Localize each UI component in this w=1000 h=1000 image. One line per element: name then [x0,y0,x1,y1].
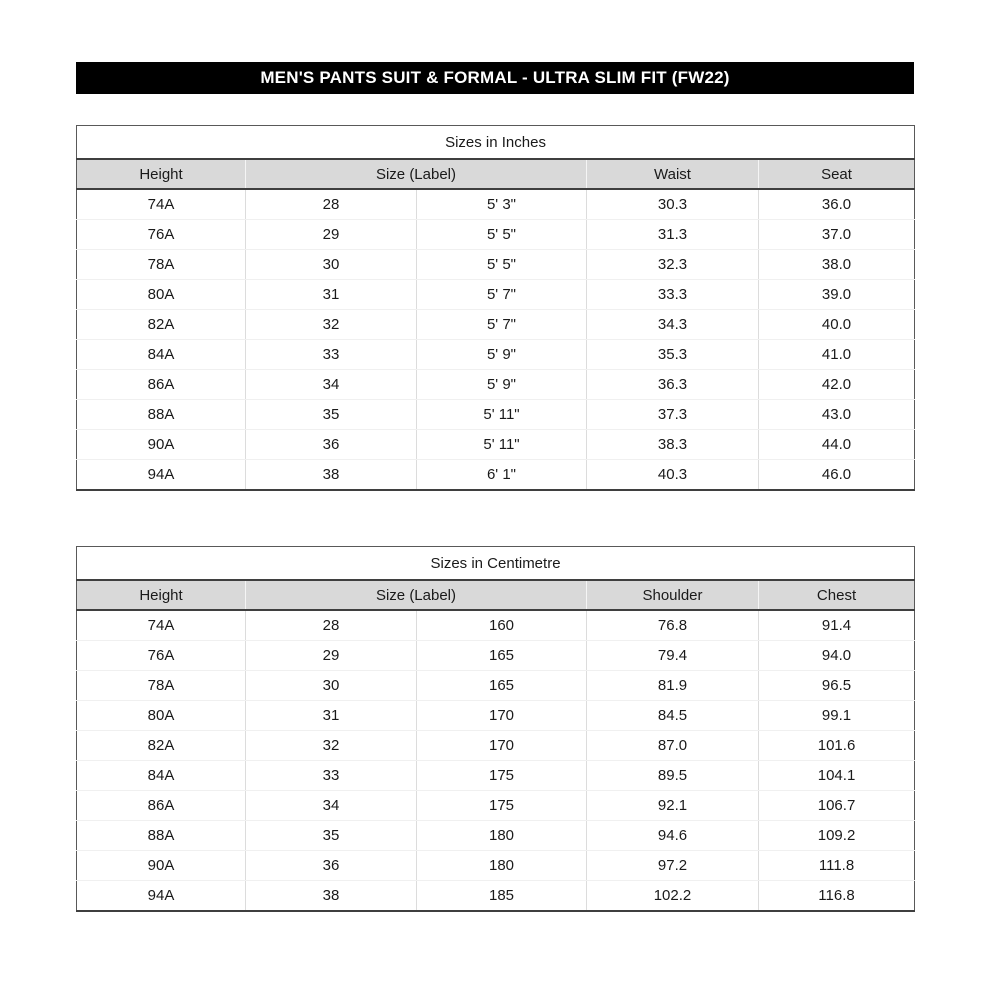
table-cell: 99.1 [759,701,915,731]
table-cell: 34 [246,791,417,821]
column-header-chest: Chest [759,580,915,610]
table-cell: 78A [77,671,246,701]
table-cell: 165 [417,641,587,671]
table-cell: 41.0 [759,340,915,370]
table-cell: 30 [246,250,417,280]
table-cell: 5' 9" [417,340,587,370]
table-cell: 34 [246,370,417,400]
chart-title: MEN'S PANTS SUIT & FORMAL - ULTRA SLIM FIT (FW22) [260,68,730,87]
table-row [77,280,915,310]
column-header-shoulder: Shoulder [587,580,759,610]
table-cell: 185 [417,881,587,912]
table-cell: 76A [77,641,246,671]
table-cell: 29 [246,641,417,671]
table-cell: 30 [246,671,417,701]
table-row [77,430,915,460]
table-cell: 28 [246,189,417,220]
table-cell: 89.5 [587,761,759,791]
column-header-waist: Waist [587,159,759,189]
table-cell: 42.0 [759,370,915,400]
table-cell: 76A [77,220,246,250]
table-cell: 5' 5" [417,250,587,280]
table-cell: 84A [77,340,246,370]
table-cell: 78A [77,250,246,280]
table-row [77,821,915,851]
table-cell: 180 [417,821,587,851]
table-cell: 81.9 [587,671,759,701]
table-cell: 29 [246,220,417,250]
table-cell: 94A [77,881,246,912]
table-cell: 35.3 [587,340,759,370]
column-header-seat: Seat [759,159,915,189]
table-row [77,220,915,250]
table-cell: 160 [417,610,587,641]
table-row [77,791,915,821]
table-row [77,610,915,641]
table-row [77,370,915,400]
table-cell: 30.3 [587,189,759,220]
table-cell: 101.6 [759,731,915,761]
table-row [77,340,915,370]
table-cell: 109.2 [759,821,915,851]
table-cell: 94A [77,460,246,491]
table-row [77,851,915,881]
table-cell: 37.0 [759,220,915,250]
table-cell: 180 [417,851,587,881]
table-cell: 36 [246,430,417,460]
table-cell: 170 [417,701,587,731]
table-cell: 5' 3" [417,189,587,220]
column-header-size-label: Size (Label) [246,580,587,610]
table-cell: 31 [246,701,417,731]
table-cell: 82A [77,731,246,761]
table-cell: 74A [77,610,246,641]
table-cell: 97.2 [587,851,759,881]
table-caption-row [77,547,915,581]
table-cell: 92.1 [587,791,759,821]
table-cell: 80A [77,280,246,310]
column-header-size-label: Size (Label) [246,159,587,189]
table-cell: 84.5 [587,701,759,731]
table-cell: 80A [77,701,246,731]
table-cell: 94.0 [759,641,915,671]
table-caption: Sizes in Inches [77,126,915,160]
table-row [77,189,915,220]
table-caption-row [77,126,915,160]
table-cell: 86A [77,370,246,400]
table-cell: 36.0 [759,189,915,220]
table-cell: 33 [246,761,417,791]
table-header-row [77,159,915,189]
table-cell: 28 [246,610,417,641]
table-cell: 86A [77,791,246,821]
table-cell: 91.4 [759,610,915,641]
table-row [77,701,915,731]
table-cell: 104.1 [759,761,915,791]
table-cell: 102.2 [587,881,759,912]
table-cell: 33.3 [587,280,759,310]
table-cell: 111.8 [759,851,915,881]
table-cell: 31 [246,280,417,310]
table-cell: 90A [77,430,246,460]
table-cell: 88A [77,400,246,430]
table-cell: 37.3 [587,400,759,430]
table-cell: 33 [246,340,417,370]
table-caption: Sizes in Centimetre [77,547,915,581]
table-row [77,310,915,340]
table-cell: 43.0 [759,400,915,430]
table-cell: 34.3 [587,310,759,340]
chart-title-banner [76,62,914,94]
table-cell: 40.0 [759,310,915,340]
table-cell: 5' 5" [417,220,587,250]
column-header-height: Height [77,159,246,189]
table-cell: 36 [246,851,417,881]
table-cell: 82A [77,310,246,340]
table-cell: 87.0 [587,731,759,761]
table-cell: 38 [246,881,417,912]
table-cell: 38.3 [587,430,759,460]
column-header-height: Height [77,580,246,610]
table-cell: 84A [77,761,246,791]
table-cell: 6' 1" [417,460,587,491]
table-cell: 90A [77,851,246,881]
table-row [77,641,915,671]
table-cell: 32.3 [587,250,759,280]
table-cell: 165 [417,671,587,701]
table-cell: 39.0 [759,280,915,310]
table-cell: 38 [246,460,417,491]
table-cell: 79.4 [587,641,759,671]
table-row [77,881,915,912]
table-cell: 31.3 [587,220,759,250]
table-header-row [77,580,915,610]
sizes-in-centimetre-table [76,546,914,912]
table-cell: 175 [417,791,587,821]
table-row [77,761,915,791]
table-cell: 38.0 [759,250,915,280]
table-cell: 36.3 [587,370,759,400]
table-cell: 88A [77,821,246,851]
table-cell: 170 [417,731,587,761]
table-row [77,671,915,701]
table-cell: 76.8 [587,610,759,641]
table-row [77,731,915,761]
table-cell: 44.0 [759,430,915,460]
table-cell: 5' 11" [417,430,587,460]
table-cell: 46.0 [759,460,915,491]
table-row [77,400,915,430]
table-row [77,460,915,491]
table-row [77,250,915,280]
table-cell: 175 [417,761,587,791]
table-cell: 40.3 [587,460,759,491]
table-cell: 35 [246,821,417,851]
table-cell: 5' 7" [417,280,587,310]
table-cell: 116.8 [759,881,915,912]
table-cell: 106.7 [759,791,915,821]
table-cell: 5' 9" [417,370,587,400]
table-cell: 74A [77,189,246,220]
table-cell: 94.6 [587,821,759,851]
table-cell: 5' 7" [417,310,587,340]
table-cell: 35 [246,400,417,430]
table-cell: 32 [246,310,417,340]
table-cell: 32 [246,731,417,761]
sizes-in-inches-table [76,125,914,491]
table-cell: 5' 11" [417,400,587,430]
table-cell: 96.5 [759,671,915,701]
